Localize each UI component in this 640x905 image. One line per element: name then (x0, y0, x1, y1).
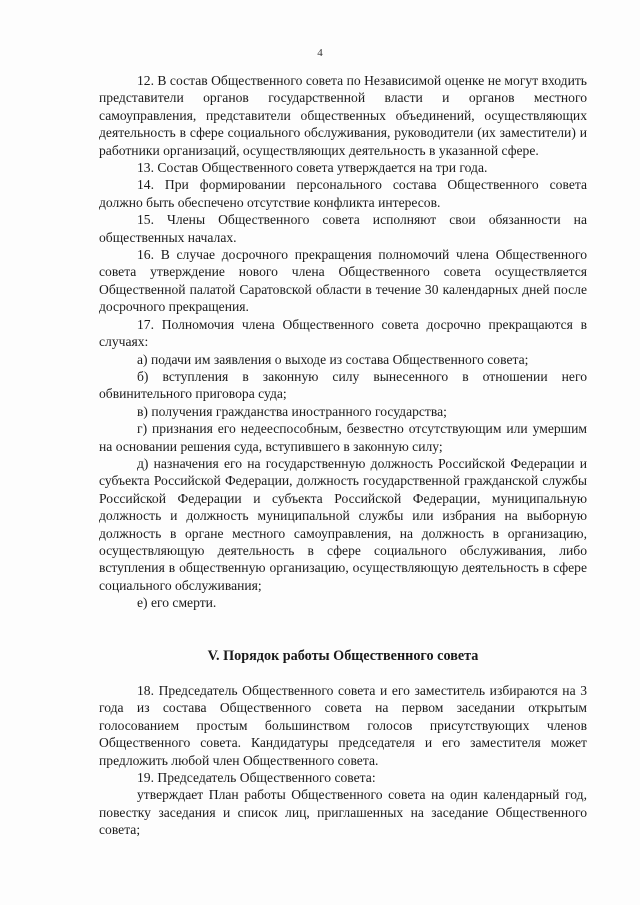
paragraph-19-a: утверждает План работы Общественного совета на один календарный год, повестку заседания и список лиц, приглашенных на заседание Общественного совета; (99, 787, 587, 838)
paragraph-17-e: е) его смерти. (137, 595, 217, 611)
paragraph-15: 15. Члены Общественного совета исполняют свои обязанности на общественных началах. (99, 212, 587, 245)
paragraph-17-a: а) подачи им заявления о выходе из состава Общественного совета; (137, 351, 529, 367)
page-number: 4 (317, 47, 323, 59)
document-body (99, 72, 587, 839)
paragraph-18: 18. Председатель Общественного совета и его заместитель избираются на 3 года из состава Общественного совета на первом заседании открытым голосованием простым большинством голосов присутствующих членов Общественного совета. Кандидатуры председателя и его заместителя может предложить любой член Общественного совета. (99, 683, 587, 768)
paragraph-17-g: г) признания его недееспособным, безвестно отсутствующим или умершим на основании решения суда, вступившего в законную силу; (99, 421, 587, 454)
section-heading: V. Порядок работы Общественного совета (207, 647, 479, 664)
paragraph-17-d: д) назначения его на государственную должность Российской Федерации и субъекта Российской Федерации, должность государственной гражданской службы Российской Федерации и субъекта Российской Федерации, муниципальную должность и должность муниципальной службы или избрания на выборную должность в органе местного самоуправления, на должность в организацию, осуществляющую деятельность в сфере социального обслуживания, либо вступления в общественную организацию, осуществляющую деятельность в сфере социального обслуживания; (99, 455, 587, 593)
paragraph-19: 19. Председатель Общественного совета: (137, 770, 376, 786)
paragraph-12: 12. В состав Общественного совета по Независимой оценке не могут входить представители органов государственной власти и органов местного самоуправления, представители общественных объединений, осуществляющих деятельность в сфере социального обслуживания, руководители (их заместители) и работники организаций, осуществляющих деятельность в указанной сфере. (99, 73, 587, 158)
paragraph-17-b: б) вступления в законную силу вынесенного в отношении него обвинительного приговора суда; (99, 368, 587, 402)
paragraph-17-v: в) получения гражданства иностранного государства; (137, 403, 447, 419)
paragraph-16: 16. В случае досрочного прекращения полномочий члена Общественного совета утверждение нового члена Общественного совета осуществляется Общественной палатой Саратовской области в течение 30 календарных дней после досрочного прекращения. (99, 247, 587, 315)
paragraph-14: 14. При формировании персонального состава Общественного совета должно быть обеспечено отсутствие конфликта интересов. (99, 177, 587, 210)
paragraph-13: 13. Состав Общественного совета утверждается на три года. (137, 160, 488, 176)
paragraph-17: 17. Полномочия члена Общественного совета досрочно прекращаются в случаях: (99, 316, 587, 350)
